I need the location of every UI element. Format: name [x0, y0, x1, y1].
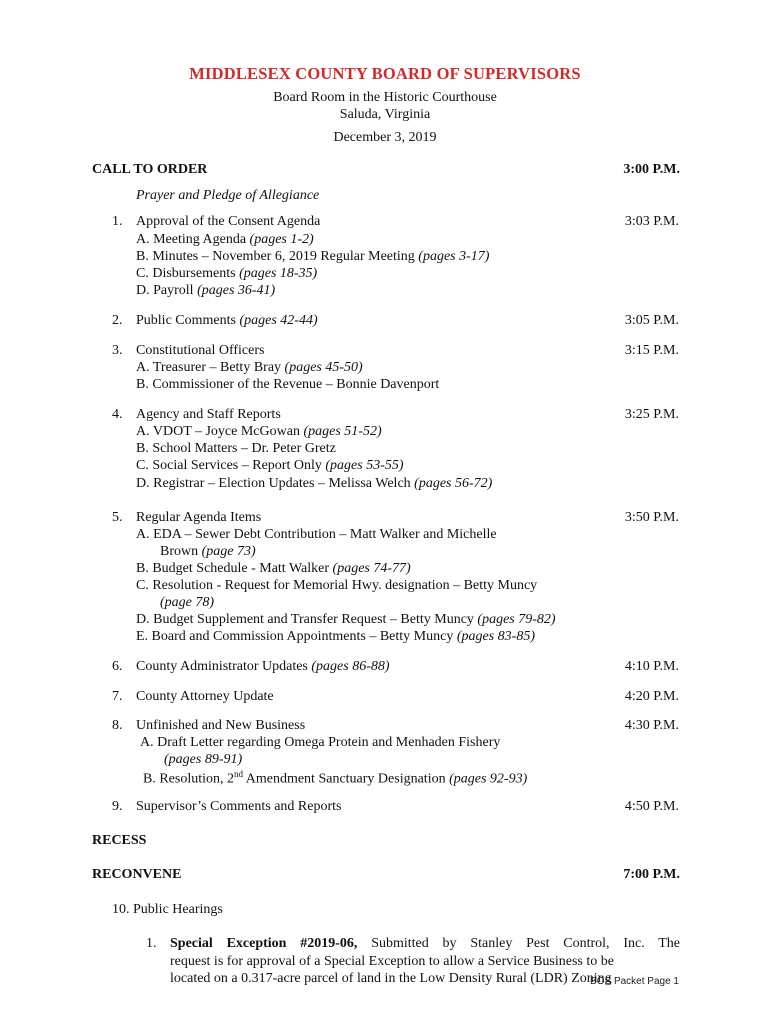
- meeting-date: December 3, 2019: [333, 130, 437, 145]
- item-5e-pages: (pages 83-85): [456, 629, 535, 644]
- hearing-1-line-1: [170, 936, 680, 952]
- item-6-time: 4:10 P.M.: [624, 659, 679, 674]
- item-1d-pages: (pages 36-41): [197, 283, 276, 298]
- item-5b: [136, 561, 411, 577]
- item-6-title: [136, 659, 390, 675]
- item-1c-pages: (pages 18-35): [239, 266, 318, 281]
- item-1a-pages: (pages 1-2): [249, 232, 314, 247]
- item-2-time: 3:05 P.M.: [624, 313, 679, 328]
- item-2-title: [136, 313, 318, 329]
- item-7-number: 7.: [112, 689, 123, 704]
- item-6-title-text: County Administrator Updates: [136, 659, 312, 674]
- item-8b: [143, 769, 527, 788]
- item-5d-text: D. Budget Supplement and Transfer Request – Betty Muncy: [136, 612, 478, 627]
- item-4a-text: A. VDOT – Joyce McGowan: [136, 424, 304, 439]
- item-5a-line-1: A. EDA – Sewer Debt Contribution – Matt Walker and Michelle: [136, 527, 497, 542]
- item-1b-text: B. Minutes – November 6, 2019 Regular Meeting: [136, 249, 419, 264]
- item-6-number: 6.: [112, 659, 123, 674]
- item-6-pages: (pages 86-88): [311, 659, 390, 674]
- item-5c-line-1: C. Resolution - Request for Memorial Hwy. designation – Betty Muncy: [136, 578, 538, 593]
- item-4d-text: D. Registrar – Election Updates – Melissa Welch: [136, 476, 415, 491]
- item-5c-pages: (page 78): [160, 595, 215, 610]
- recess-label: RECESS: [92, 833, 147, 848]
- item-5-number: 5.: [112, 510, 123, 525]
- item-7-title: County Attorney Update: [136, 689, 274, 704]
- item-4c-text: C. Social Services – Report Only: [136, 458, 326, 473]
- item-2-pages: (pages 42-44): [239, 313, 318, 328]
- item-4d: [136, 476, 492, 492]
- item-8-number: 8.: [112, 718, 123, 733]
- item-1-title: Approval of the Consent Agenda: [136, 214, 321, 229]
- call-to-order-label: CALL TO ORDER: [92, 162, 208, 177]
- item-9-number: 9.: [112, 799, 123, 814]
- public-hearings-title: 10. Public Hearings: [112, 902, 223, 917]
- item-3a-text: A. Treasurer – Betty Bray: [136, 360, 285, 375]
- page-footer: BOS Packet Page 1: [590, 976, 679, 987]
- item-1-number: 1.: [112, 214, 123, 229]
- item-3a-pages: (pages 45-50): [284, 360, 363, 375]
- hearing-1-case: Special Exception #2019-06,: [170, 936, 358, 951]
- item-5b-pages: (pages 74-77): [332, 561, 411, 576]
- item-3-title: Constitutional Officers: [136, 343, 265, 358]
- item-1b-pages: (pages 3-17): [418, 249, 490, 264]
- item-8-title: Unfinished and New Business: [136, 718, 306, 733]
- item-1c-text: C. Disbursements: [136, 266, 240, 281]
- item-1d-text: D. Payroll: [136, 283, 198, 298]
- item-7-time: 4:20 P.M.: [624, 689, 679, 704]
- hearing-1-line-2: request is for approval of a Special Exception to allow a Service Business to be: [170, 954, 614, 969]
- item-5b-text: B. Budget Schedule - Matt Walker: [136, 561, 333, 576]
- item-1c: [136, 266, 317, 282]
- item-8a-pages: (pages 89-91): [164, 752, 243, 767]
- item-1-time: 3:03 P.M.: [624, 214, 679, 229]
- item-4c-pages: (pages 53-55): [325, 458, 404, 473]
- item-5a-line-2: [160, 544, 256, 560]
- item-5-title: Regular Agenda Items: [136, 510, 262, 525]
- item-8b-text-rest: Amendment Sanctuary Designation: [243, 771, 450, 787]
- item-8b-text: B. Resolution, 2: [143, 771, 235, 787]
- item-2-number: 2.: [112, 313, 123, 328]
- item-5d: [136, 612, 556, 628]
- document-title: MIDDLESEX COUNTY BOARD OF SUPERVISORS: [189, 64, 581, 83]
- hearing-1-number: 1.: [146, 936, 157, 951]
- item-1a: [136, 232, 314, 248]
- item-5d-pages: (pages 79-82): [477, 612, 556, 627]
- item-3-time: 3:15 P.M.: [624, 343, 679, 358]
- item-5e: [136, 629, 535, 645]
- reconvene-time: 7:00 P.M.: [623, 867, 680, 882]
- prayer-line: Prayer and Pledge of Allegiance: [136, 188, 320, 203]
- item-4d-pages: (pages 56-72): [414, 476, 493, 491]
- item-4a-pages: (pages 51-52): [303, 424, 382, 439]
- item-3-number: 3.: [112, 343, 123, 358]
- reconvene-label: RECONVENE: [92, 867, 182, 882]
- item-4-time: 3:25 P.M.: [624, 407, 679, 422]
- location-line-2: Saluda, Virginia: [339, 107, 431, 122]
- item-1b: [136, 249, 489, 265]
- item-8b-pages: (pages 92-93): [449, 771, 528, 787]
- item-9-title: Supervisor’s Comments and Reports: [136, 799, 342, 814]
- item-5a-text: Brown: [160, 544, 202, 559]
- call-to-order-time: 3:00 P.M.: [623, 162, 680, 177]
- item-4a: [136, 424, 382, 440]
- hearing-1-line-1-rest: Submitted by Stanley Pest Control, Inc. The: [357, 936, 680, 951]
- item-4c: [136, 458, 404, 474]
- item-5-time: 3:50 P.M.: [624, 510, 679, 525]
- item-4b: B. School Matters – Dr. Peter Gretz: [136, 441, 336, 456]
- item-3a: [136, 360, 363, 376]
- item-8a: A. Draft Letter regarding Omega Protein and Menhaden Fishery: [140, 735, 501, 750]
- item-4-title: Agency and Staff Reports: [136, 407, 281, 422]
- item-2-title-text: Public Comments: [136, 313, 240, 328]
- hearing-1-line-3: located on a 0.317-acre parcel of land in the Low Density Rural (LDR) Zoning: [170, 971, 612, 986]
- item-5a-pages: (page 73): [201, 544, 256, 559]
- item-1d: [136, 283, 275, 299]
- item-9-time: 4:50 P.M.: [624, 799, 679, 814]
- item-5e-text: E. Board and Commission Appointments – Betty Muncy: [136, 629, 457, 644]
- item-8-time: 4:30 P.M.: [624, 718, 679, 733]
- item-3b: B. Commissioner of the Revenue – Bonnie Davenport: [136, 377, 440, 392]
- item-1a-text: A. Meeting Agenda: [136, 232, 250, 247]
- item-4-number: 4.: [112, 407, 123, 422]
- location-line-1: Board Room in the Historic Courthouse: [273, 90, 497, 105]
- item-8b-superscript: nd: [234, 769, 244, 779]
